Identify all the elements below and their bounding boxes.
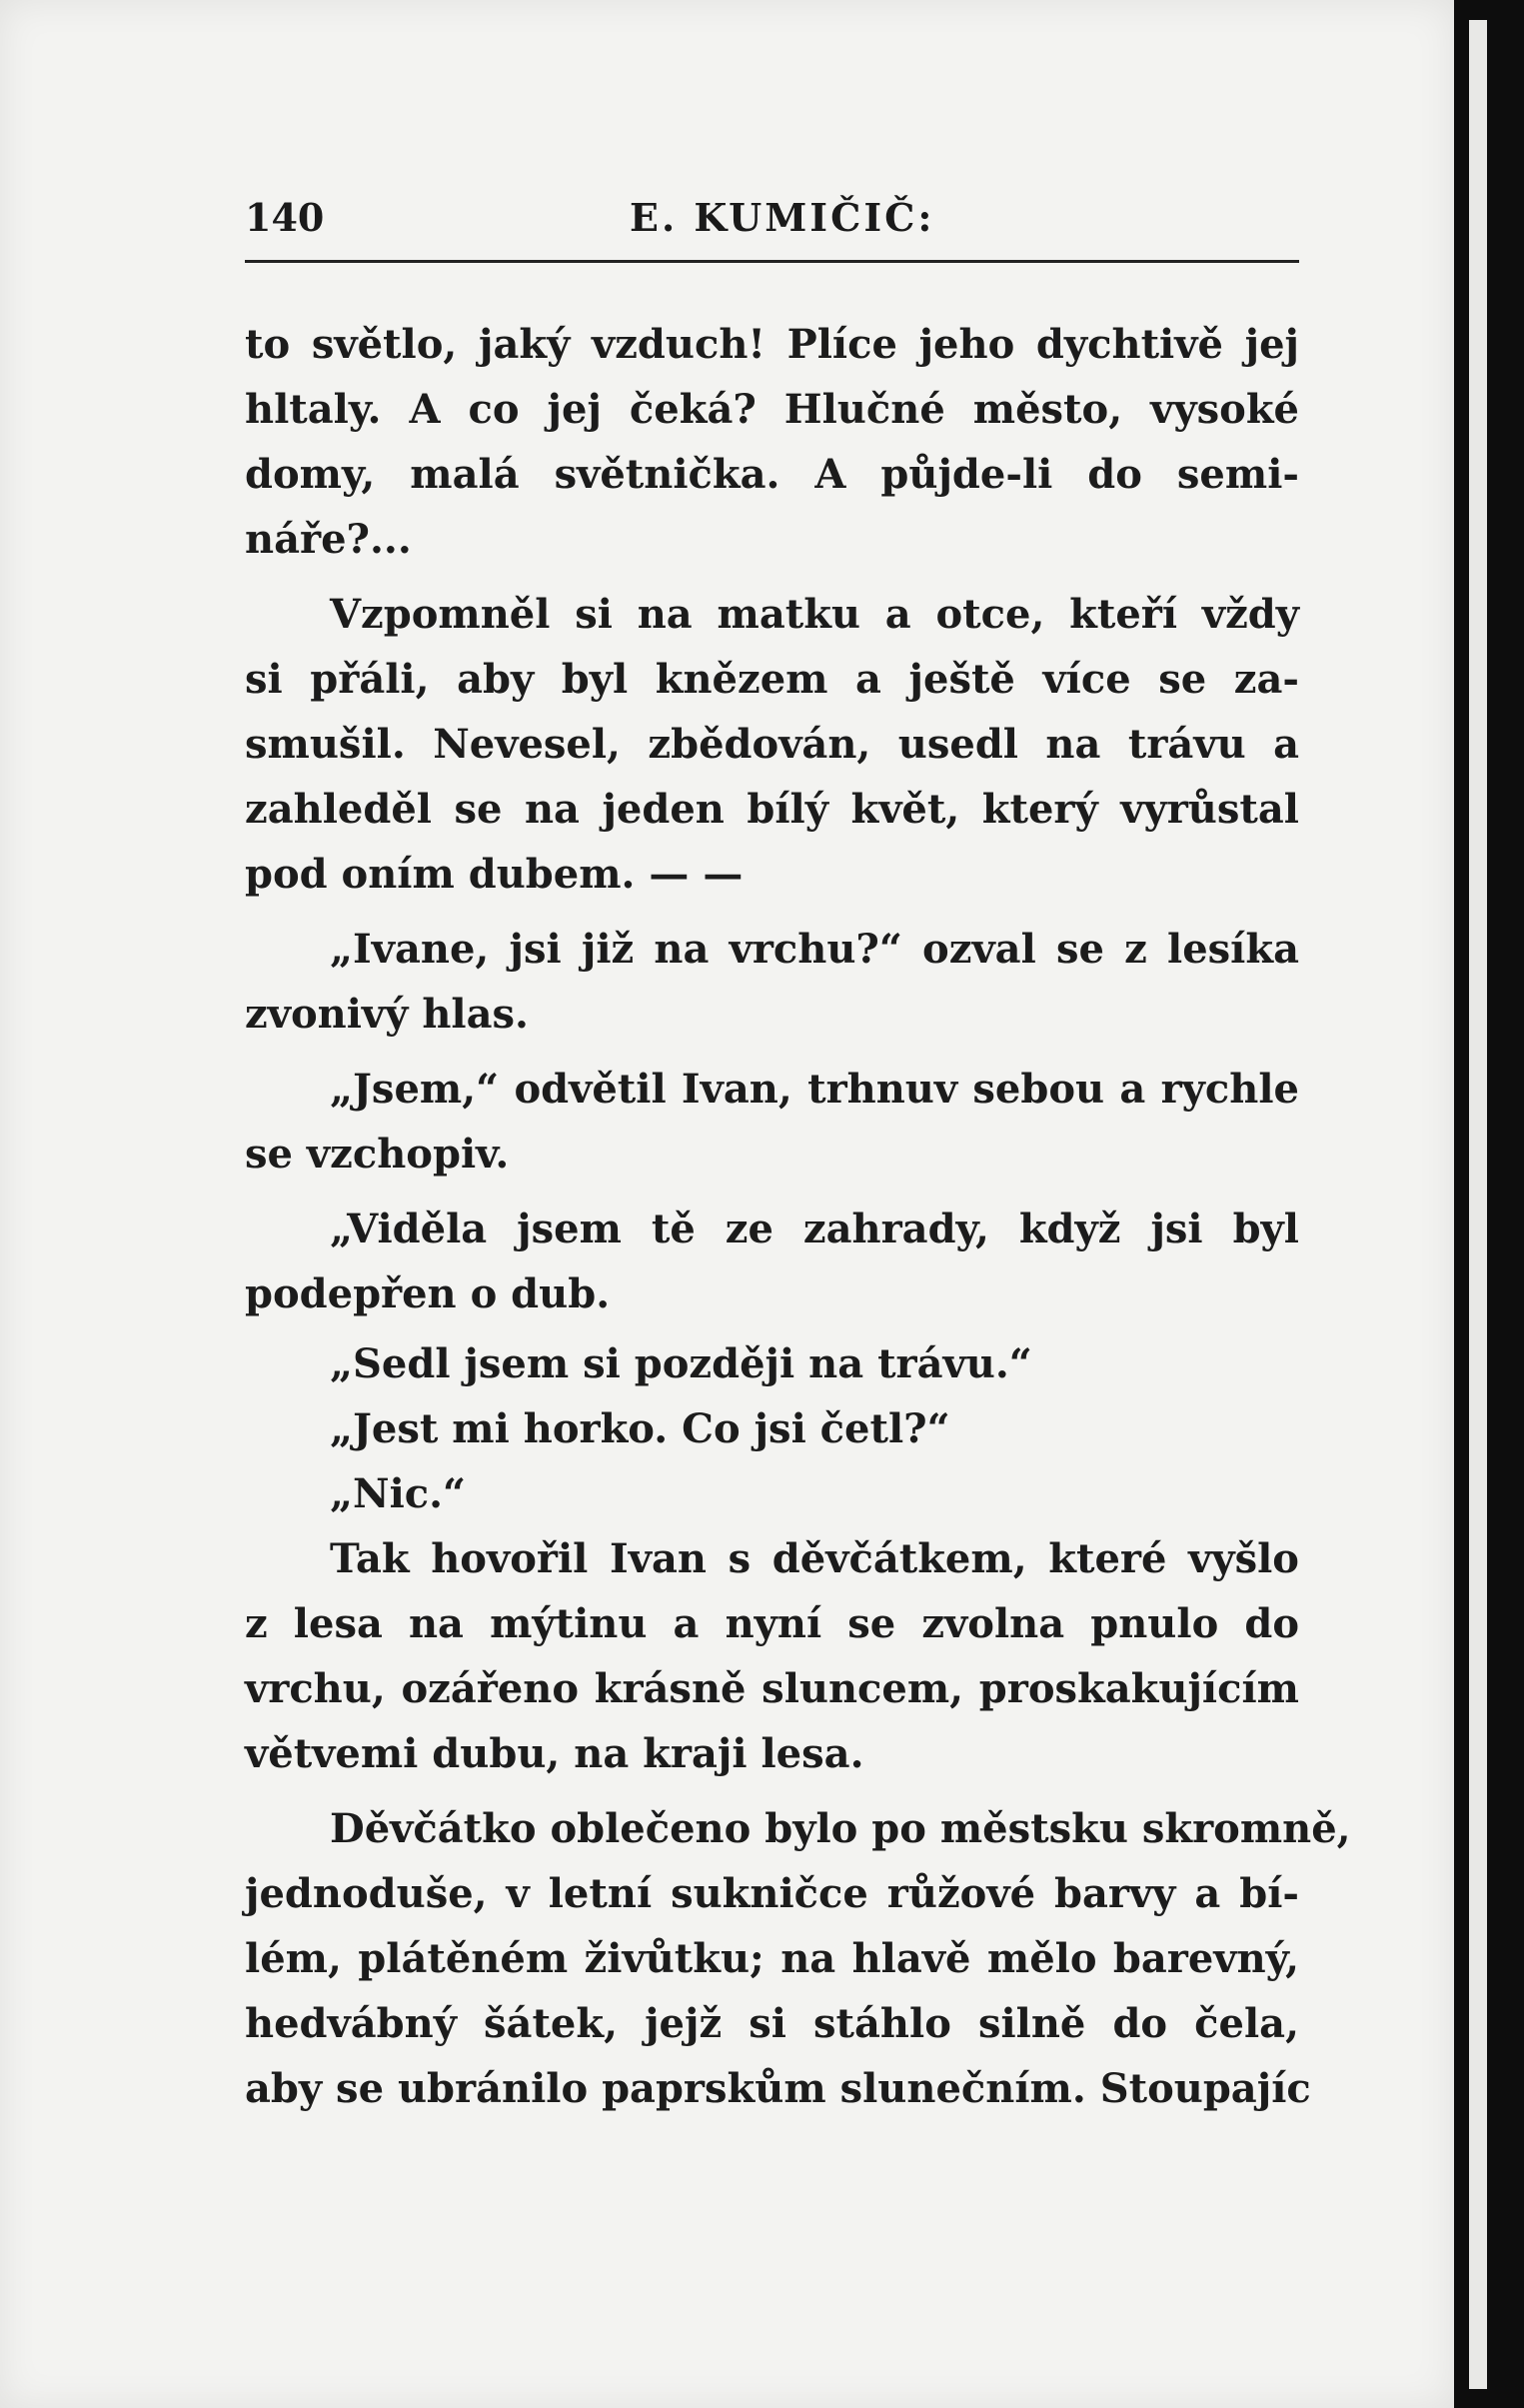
text-line: náře?...	[245, 516, 412, 563]
text-line: zvonivý hlas.	[245, 991, 529, 1038]
text-line: aby se ubránilo paprskům slunečním. Stoupajíc	[245, 2065, 1311, 2112]
text-line: zahleděl se na jeden bílý květ, který vyrůstal	[245, 786, 1299, 833]
facing-page-edge	[1469, 20, 1487, 2389]
text-line: hedvábný šátek, jejž si stáhlo silně do čela,	[245, 2000, 1299, 2047]
text-line: „Ivane, jsi již na vrchu?“ ozval se z lesíka	[330, 926, 1299, 973]
text-line: „Sedl jsem si později na trávu.“	[330, 1340, 1032, 1387]
text-line: větvemi dubu, na kraji lesa.	[245, 1730, 864, 1777]
text-line: „Viděla jsem tě ze zahrady, když jsi byl	[330, 1205, 1299, 1252]
text-line: se vzchopiv.	[245, 1131, 510, 1178]
page-number: 140	[245, 195, 325, 240]
text-line: Vzpomněl si na matku a otce, kteří vždy	[330, 591, 1299, 638]
text-line: to světlo, jaký vzduch! Plíce jeho dychtivě jej	[245, 321, 1299, 368]
text-line: Děvčátko oblečeno bylo po městsku skromně,	[330, 1805, 1351, 1852]
text-line: „Jsem,“ odvětil Ivan, trhnuv sebou a rychle	[330, 1066, 1299, 1113]
text-line: „Jest mi horko. Co jsi četl?“	[330, 1405, 950, 1452]
page-header	[245, 190, 1299, 263]
text-line: pod oním dubem. — —	[245, 851, 744, 898]
text-line: lém, plátěném živůtku; na hlavě mělo barevný,	[245, 1935, 1299, 1982]
text-line: podepřen o dub.	[245, 1270, 611, 1317]
text-line: Tak hovořil Ivan s děvčátkem, které vyšlo	[330, 1535, 1299, 1582]
text-line: z lesa na mýtinu a nyní se zvolna pnulo do	[245, 1600, 1299, 1647]
text-line: domy, malá světnička. A půjde-li do semi-	[245, 451, 1299, 498]
text-line: „Nic.“	[330, 1470, 467, 1517]
text-line: jednoduše, v letní sukničce růžové barvy a bí-	[245, 1870, 1299, 1917]
text-line: smušil. Nevesel, zbědován, usedl na trávu a	[245, 721, 1299, 768]
text-line: si přáli, aby byl knězem a ještě více se za-	[245, 656, 1299, 703]
text-line: vrchu, ozářeno krásně sluncem, proskakujícím	[245, 1665, 1299, 1712]
book-spine-shadow	[1454, 0, 1524, 2408]
running-head: E. KUMIČIČ:	[630, 195, 935, 240]
text-line: hltaly. A co jej čeká? Hlučné město, vysoké	[245, 386, 1299, 433]
